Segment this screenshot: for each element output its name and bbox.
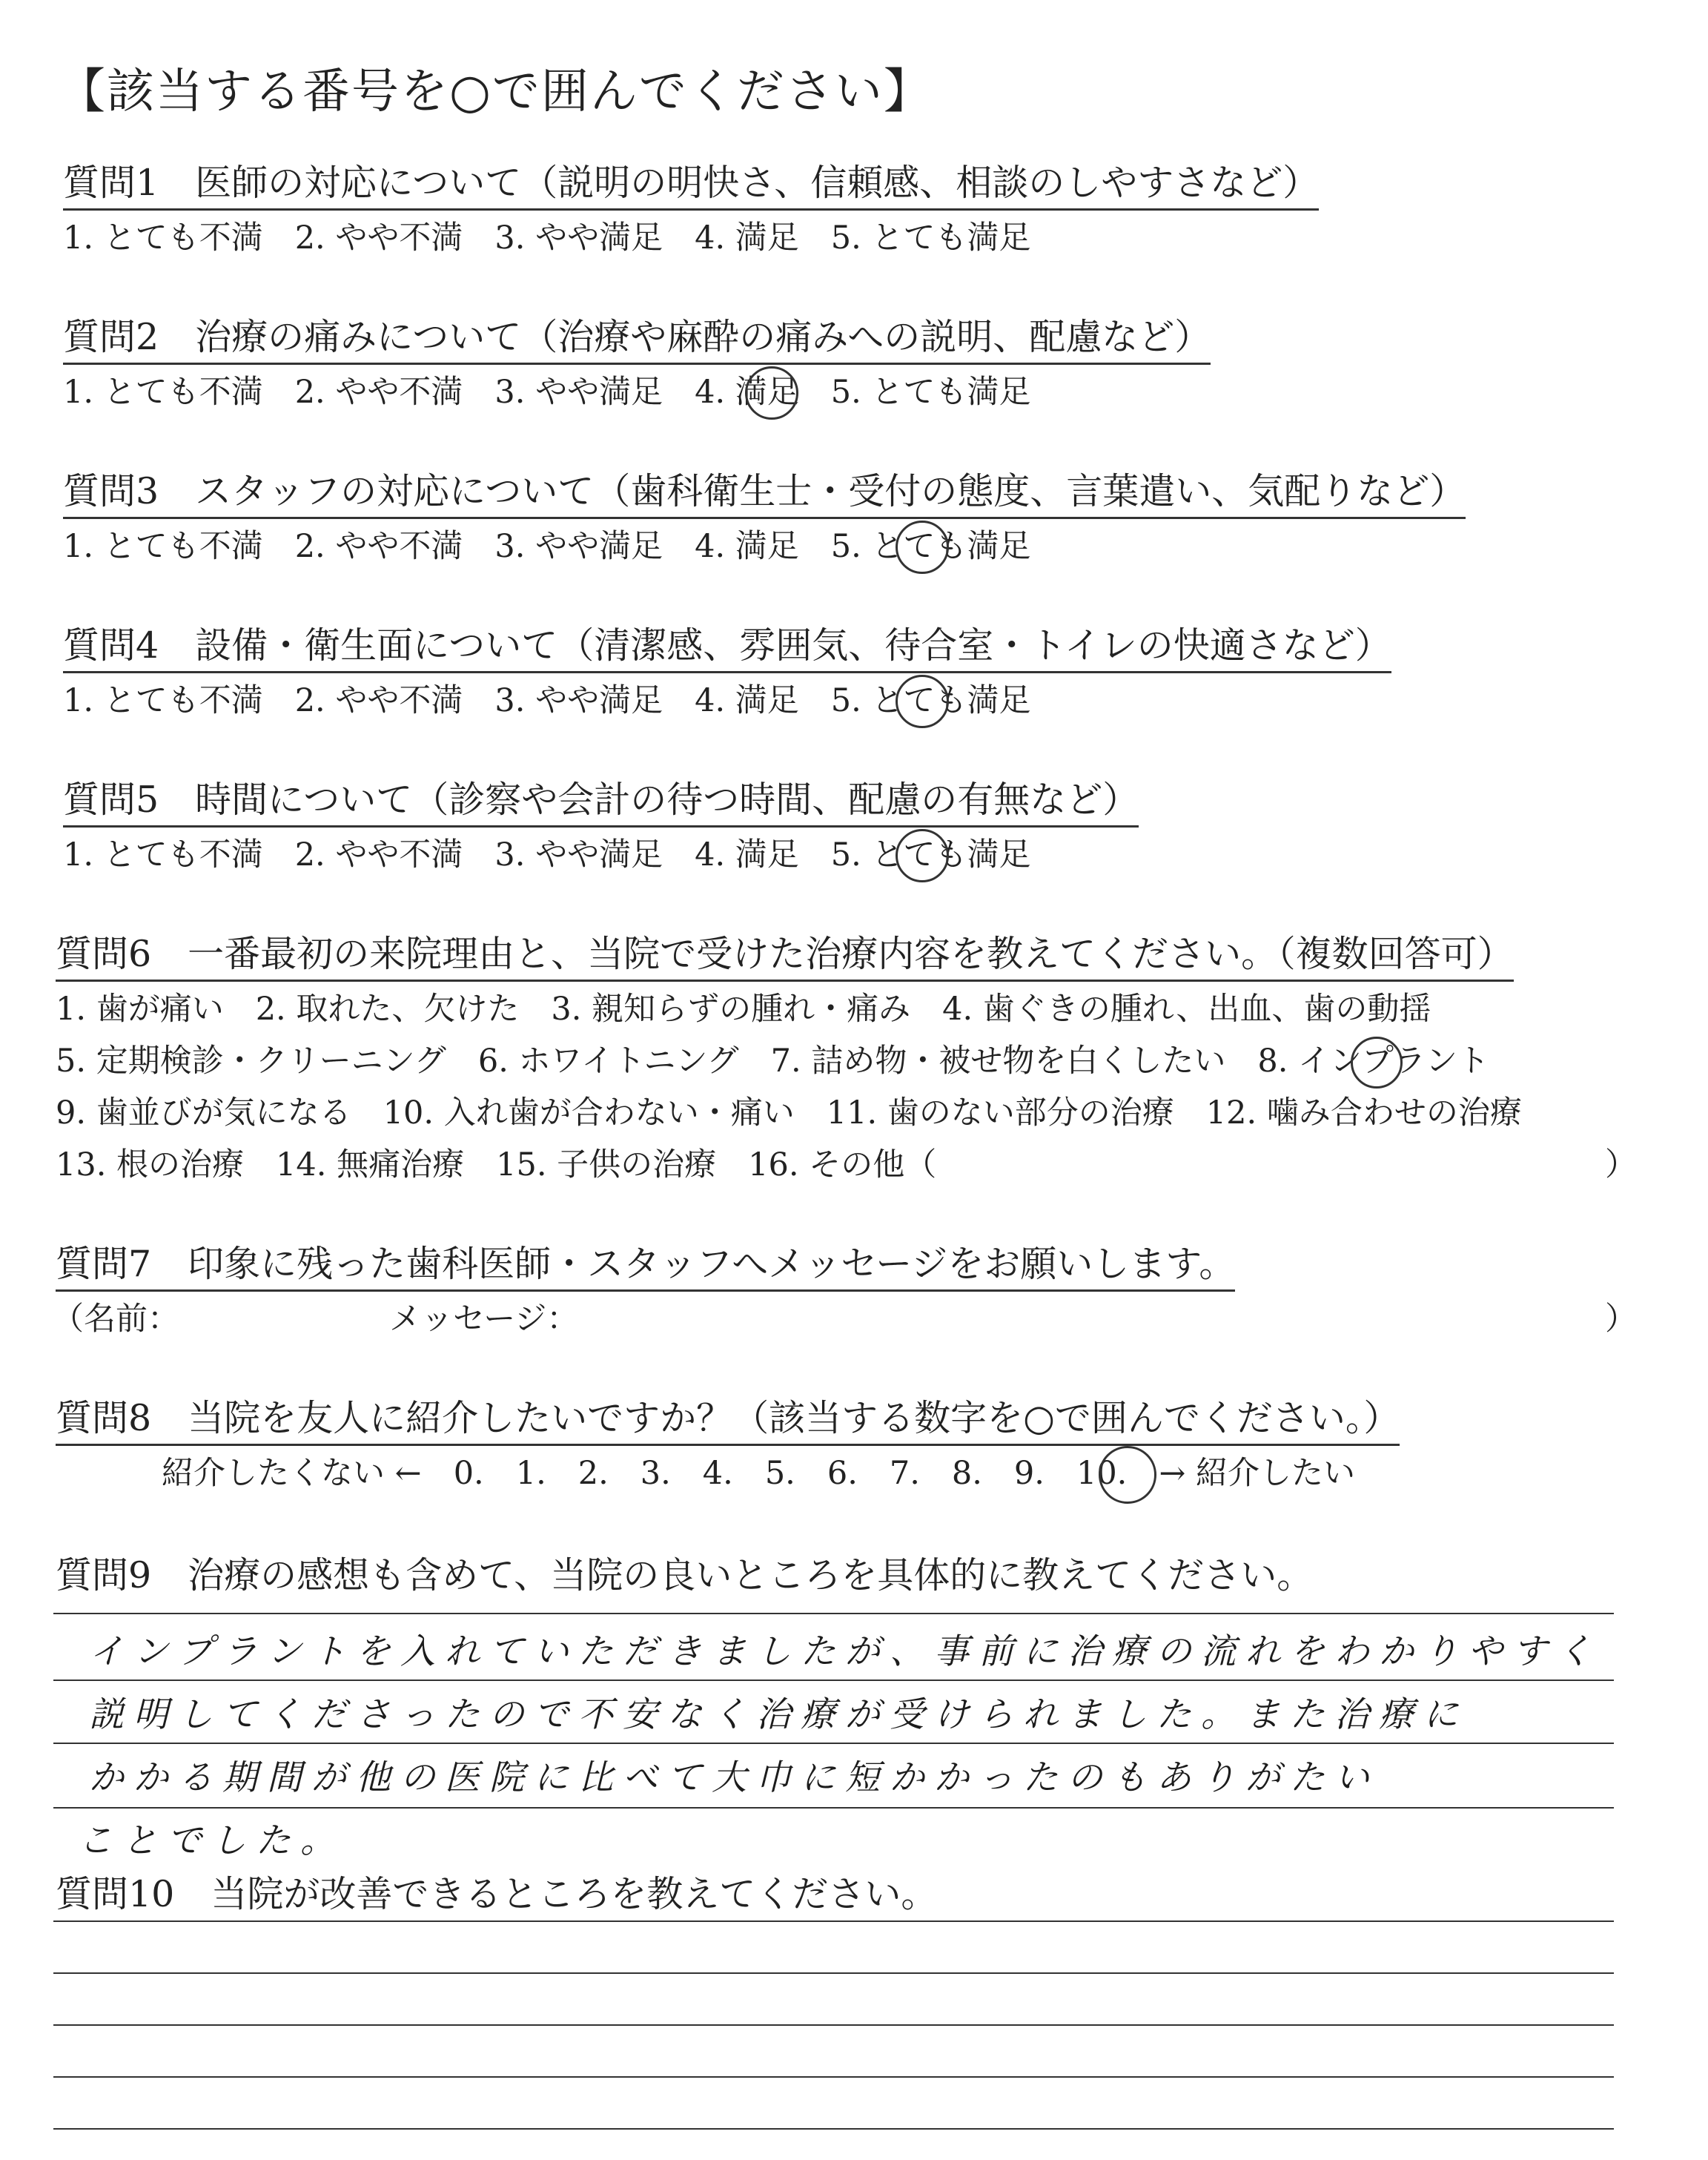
answer-line — [53, 2128, 1614, 2130]
selected-answer-circle — [896, 675, 949, 728]
question-1-label: 質問1 医師の対応について（説明の明快さ、信頼感、相談のしやすさなど） — [63, 165, 1319, 211]
selected-answer-circle — [896, 521, 949, 574]
answer-line — [53, 1743, 1614, 1744]
question-7-name-label: （名前： — [52, 1301, 179, 1338]
question-7-message-label: メッセージ： — [389, 1301, 579, 1338]
question-2-label: 質問2 治療の痛みについて（治療や麻酔の痛みへの説明、配慮など） — [63, 319, 1211, 365]
handwritten-answer-line-2: 説明してくださったので不安なく治療が受けられました。また治療に — [89, 1694, 1468, 1735]
question-10-label: 質問10 当院が改善できるところを教えてください。 — [56, 1873, 938, 1915]
question-3-options[interactable]: 1. とても不満 2. やや不満 3. やや満足 4. 満足 5. とても満足 — [63, 528, 1031, 565]
question-6-other-close: ） — [1605, 1146, 1637, 1183]
question-6-options-row-1[interactable]: 1. 歯が痛い 2. 取れた、欠けた 3. 親知らずの腫れ・痛み 4. 歯ぐきの腫れ、出血、歯の動揺 — [56, 991, 1431, 1028]
question-6-options-row-2[interactable]: 5. 定期検診・クリーニング 6. ホワイトニング 7. 詰め物・被せ物を白くしたい 8. インプラント — [56, 1043, 1490, 1080]
handwritten-answer-line-3: かかる期間が他の医院に比べて大巾に短かかったのもありがたい — [89, 1757, 1379, 1798]
question-8-scale[interactable]: 紹介したくない ← 0. 1. 2. 3. 4. 5. 6. 7. 8. 9. 10. → 紹介したい — [162, 1455, 1356, 1492]
selected-answer-circle — [1099, 1446, 1156, 1504]
question-9-label: 質問9 治療の感想も含めて、当院の良いところを具体的に教えてください。 — [56, 1554, 1314, 1596]
question-7-close: ） — [1605, 1301, 1637, 1338]
answer-line — [53, 1920, 1614, 1922]
question-6-label: 質問6 一番最初の来院理由と、当院で受けた治療内容を教えてください。（複数回答可） — [56, 936, 1514, 982]
selected-answer-circle — [745, 366, 798, 420]
question-5-label: 質問5 時間について（診察や会計の待つ時間、配慮の有無など） — [63, 782, 1139, 828]
answer-line — [53, 2024, 1614, 2026]
question-4-options[interactable]: 1. とても不満 2. やや不満 3. やや満足 4. 満足 5. とても満足 — [63, 682, 1031, 719]
answer-line — [53, 1972, 1614, 1974]
question-5-options[interactable]: 1. とても不満 2. やや不満 3. やや満足 4. 満足 5. とても満足 — [63, 836, 1031, 873]
question-3-label: 質問3 スタッフの対応について（歯科衛生士・受付の態度、言葉遣い、気配りなど） — [63, 473, 1466, 519]
answer-line — [53, 2076, 1614, 2078]
question-1-options[interactable]: 1. とても不満 2. やや不満 3. やや満足 4. 満足 5. とても満足 — [63, 219, 1031, 257]
selected-answer-circle — [896, 829, 949, 882]
question-4-label: 質問4 設備・衛生面について（清潔感、雰囲気、待合室・トイレの快適さなど） — [63, 627, 1391, 673]
question-8-label: 質問8 当院を友人に紹介したいですか？（該当する数字を○で囲んでください。） — [56, 1400, 1400, 1446]
question-6-options-row-4[interactable]: 13. 根の治療 14. 無痛治療 15. 子供の治療 16. その他（ — [56, 1146, 937, 1183]
question-6-options-row-3[interactable]: 9. 歯並びが気になる 10. 入れ歯が合わない・痛い 11. 歯のない部分の治療 12. 噛み合わせの治療 — [56, 1094, 1522, 1132]
question-7-label: 質問7 印象に残った歯科医師・スタッフへメッセージをお願いします。 — [56, 1246, 1235, 1292]
handwritten-answer-line-4: ことでした。 — [78, 1820, 345, 1861]
selected-answer-circle — [1351, 1037, 1403, 1089]
answer-line — [53, 1613, 1614, 1614]
question-2-options[interactable]: 1. とても不満 2. やや不満 3. やや満足 4. 満足 5. とても満足 — [63, 374, 1031, 411]
answer-line — [53, 1680, 1614, 1681]
form-title: 【該当する番号を○で囲んでください】 — [58, 65, 933, 119]
handwritten-answer-line-1: インプラントを入れていただきましたが、事前に治療の流れをわかりやすく — [89, 1631, 1601, 1672]
answer-line — [53, 1807, 1614, 1809]
